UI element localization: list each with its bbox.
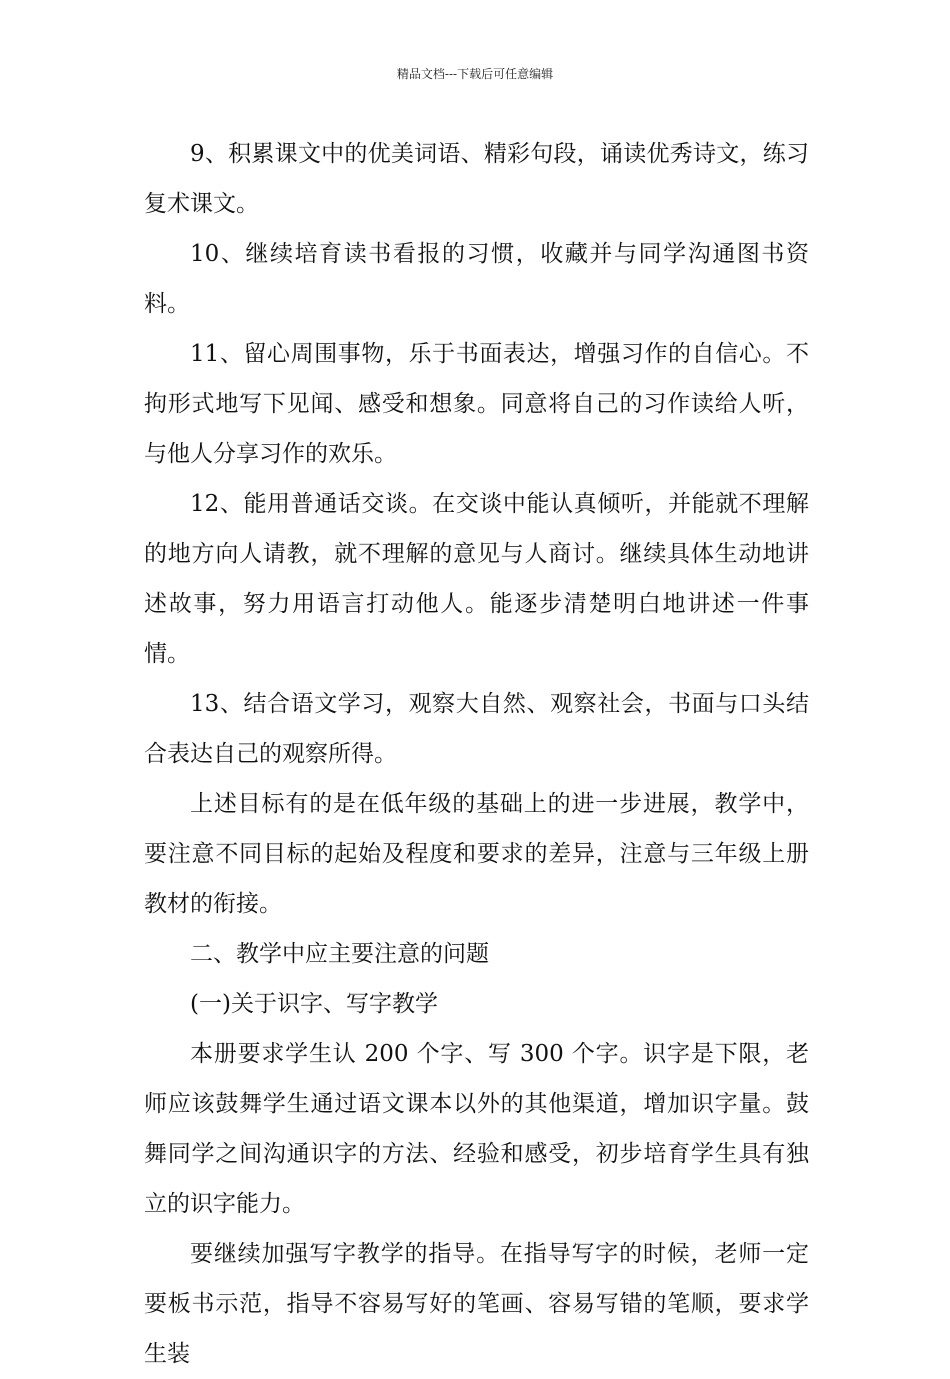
document-body bbox=[144, 129, 809, 1379]
page-header: 精品文档---下载后可任意编辑 bbox=[396, 67, 554, 81]
paragraph-goals-summary: 上述目标有的是在低年级的基础上的进一步进展，教学中，要注意不同目标的起始及程度和要求的差异，注意与三年级上册教材的衔接。 bbox=[144, 791, 809, 917]
paragraph-literacy: 本册要求学生认 200 个字、写 300 个字。识字是下限，老师应该鼓舞学生通过语文课本以外的其他渠道，增加识字量。鼓舞同学之间沟通识字的方法、经验和感受，初步培育学生具有独立的识字能力。 bbox=[144, 1041, 809, 1217]
paragraph-writing: 要继续加强写字教学的指导。在指导写字的时候，老师一定要板书示范，指导不容易写好的笔画、容易写错的笔顺，要求学生装 bbox=[144, 1241, 809, 1367]
paragraph-goal-12: 12、能用普通话交谈。在交谈中能认真倾听，并能就不理解的地方向人请教，就不理解的意见与人商讨。继续具体生动地讲述故事，努力用语言打动他人。能逐步清楚明白地讲述一件事情。 bbox=[144, 491, 809, 667]
paragraph-goal-13: 13、结合语文学习，观察大自然、观察社会，书面与口头结合表达自己的观察所得。 bbox=[144, 691, 809, 767]
paragraph-goal-10: 10、继续培育读书看报的习惯，收藏并与同学沟通图书资料。 bbox=[144, 241, 809, 317]
section-heading: 二、教学中应主要注意的问题 bbox=[190, 941, 489, 967]
paragraph-goal-11: 11、留心周围事物，乐于书面表达，增强习作的自信心。不拘形式地写下见闻、感受和想象。同意将自己的习作读给人听，与他人分享习作的欢乐。 bbox=[144, 341, 809, 467]
paragraph-goal-9: 9、积累课文中的优美词语、精彩句段，诵读优秀诗文，练习复术课文。 bbox=[144, 141, 809, 217]
subsection-heading: (一)关于识字、写字教学 bbox=[190, 991, 438, 1017]
